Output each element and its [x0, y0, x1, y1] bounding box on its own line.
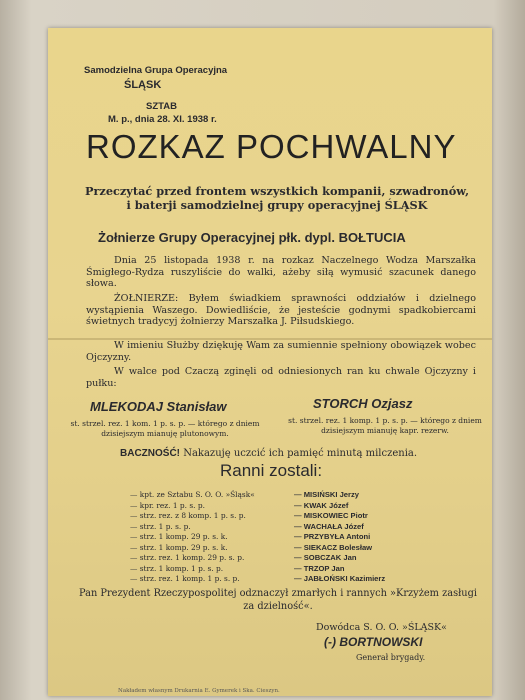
list-item: — SOBCZAK Jan	[294, 553, 357, 562]
wounded-name: TRZOP Jan	[303, 563, 345, 573]
wounded-name: SIEKACZ Bolesław	[303, 542, 373, 552]
list-item: — JABŁOŃSKI Kazimierz	[294, 574, 386, 583]
paragraph-1: Dnia 25 listopada 1938 r. na rozkaz Naczelnego Wodza Marszałka Śmigłego-Rydza ruszyliście do walki, ażeby siłą wymusić szacunek danego słowa.	[86, 255, 476, 289]
list-item: — MISKOWIEC Piotr	[294, 511, 368, 520]
wounded-unit: kpr. rez. 1 p. s. p.	[139, 500, 205, 510]
list-item: — strz. 1 komp. 29 p. s. k.	[130, 532, 228, 541]
document-sheet	[48, 28, 492, 696]
paragraph-3: W imieniu Służby dziękuję Wam za sumiennie spełniony obowiązek wobec Ojczyzny.	[86, 340, 476, 363]
fallen-name-2: STORCH Ozjasz	[313, 396, 413, 411]
fallen-desc-2: st. strzel. rez. 1 komp. 1 p. s. p. — którego z dniem dzisiejszym mianuję kapr. rezerw.	[288, 416, 482, 435]
list-item: — PRZYBYŁA Antoni	[294, 532, 371, 541]
wounded-unit: strz. rez. 1 komp. 1 p. s. p.	[139, 574, 240, 583]
header-staff: SZTAB	[146, 101, 177, 112]
list-item: — TRZOP Jan	[294, 563, 345, 573]
commander-rank: Generał brygady.	[356, 653, 426, 662]
fallen-name-1: MLEKODAJ Stanisław	[90, 399, 227, 414]
intro-text: Przeczytać przed frontem wszystkich kompanii, szwadronów, i baterji samodzielnej grupy operacyjnej ŚLĄSK	[84, 184, 470, 212]
president-decoration: Pan Prezydent Rzeczypospolitej odznaczył zmarłych i rannych »Krzyżem zasługi za dzielność«.	[78, 588, 478, 612]
paragraph-4: W walce pod Czaczą zginęli od odniesionych ran ku chwale Ojczyzny i pułku:	[86, 366, 476, 389]
wounded-name: KWAK Józef	[303, 500, 349, 510]
wounded-name: JABŁOŃSKI Kazimierz	[303, 574, 386, 583]
wounded-unit: strz. 1 komp. 29 p. s. k.	[139, 542, 228, 552]
header-unit: Samodzielna Grupa Operacyjna	[84, 65, 228, 76]
list-item: — KWAK Józef	[294, 500, 349, 510]
list-item: — strz. rez. z 8 komp. 1 p. s. p.	[130, 511, 246, 520]
printer-imprint: Nakładem własnym Drukarnia E. Gymerek i Ska. Cieszyn.	[118, 688, 280, 694]
fallen-desc-1: st. strzel. rez. 1 kom. 1 p. s. p. — którego z dniem dzisiejszym mianuję plutonowym.	[70, 419, 260, 438]
commander-title: Dowódca S. O. O. »ŚLĄSK«	[316, 622, 447, 633]
wounded-unit: strz. 1 komp. 29 p. s. k.	[139, 532, 228, 541]
wounded-unit: strz. rez. z 8 komp. 1 p. s. p.	[139, 511, 246, 520]
header-silesia: ŚLĄSK	[124, 79, 162, 91]
wounded-name: WACHAŁA Józef	[303, 521, 364, 531]
command-text: Nakazuję uczcić ich pamięć minutą milczenia.	[183, 448, 418, 459]
list-item: — strz. rez. 1 komp. 29 p. s. p.	[130, 553, 245, 562]
list-item: — MISIŃSKI Jerzy	[294, 490, 360, 499]
wounded-unit: strz. rez. 1 komp. 29 p. s. p.	[139, 553, 245, 562]
wounded-title: Ranni zostali:	[220, 461, 323, 480]
list-item: — strz. 1 komp. 29 p. s. k.	[130, 542, 228, 552]
wounded-name: SOBCZAK Jan	[303, 553, 357, 562]
header-date: M. p., dnia 28. XI. 1938 r.	[108, 114, 217, 125]
list-item: — kpr. rez. 1 p. s. p.	[130, 500, 205, 510]
wounded-name: MISKOWIEC Piotr	[303, 511, 368, 520]
list-item: — strz. 1 p. s. p.	[130, 521, 191, 531]
wounded-unit: strz. 1 p. s. p.	[139, 521, 191, 531]
wounded-unit: kpt. ze Sztabu S. O. O. »Śląsk«	[139, 490, 255, 499]
wounded-name: MISIŃSKI Jerzy	[303, 490, 360, 499]
paragraph-2: ŻOŁNIERZE: Byłem świadkiem sprawności oddziałów i dzielnego wystąpienia Waszego. Dowiedliście, że jesteście godnymi spadkobiercami świetnych tradycyj żołnierzy Marszałka J. Piłsudskiego.	[86, 293, 476, 327]
list-item: — strz. rez. 1 komp. 1 p. s. p.	[130, 574, 240, 583]
command-word: BACZNOŚĆ!	[120, 448, 180, 459]
document-title: ROZKAZ POCHWALNY	[86, 128, 457, 165]
list-item: — SIEKACZ Bolesław	[294, 542, 373, 552]
commander-signature: (-) BORTNOWSKI	[324, 635, 423, 649]
list-item: — strz. 1 komp. 1 p. s. p.	[130, 563, 224, 573]
wounded-name: PRZYBYŁA Antoni	[303, 532, 371, 541]
wounded-unit: strz. 1 komp. 1 p. s. p.	[139, 563, 224, 573]
command-line	[120, 448, 417, 459]
address-heading: Żołnierze Grupy Operacyjnej płk. dypl. BOŁTUCIA	[98, 230, 406, 245]
list-item: — kpt. ze Sztabu S. O. O. »Śląsk«	[130, 490, 255, 499]
wounded-units	[130, 490, 300, 585]
wounded-names	[294, 490, 464, 585]
list-item: — WACHAŁA Józef	[294, 521, 364, 531]
